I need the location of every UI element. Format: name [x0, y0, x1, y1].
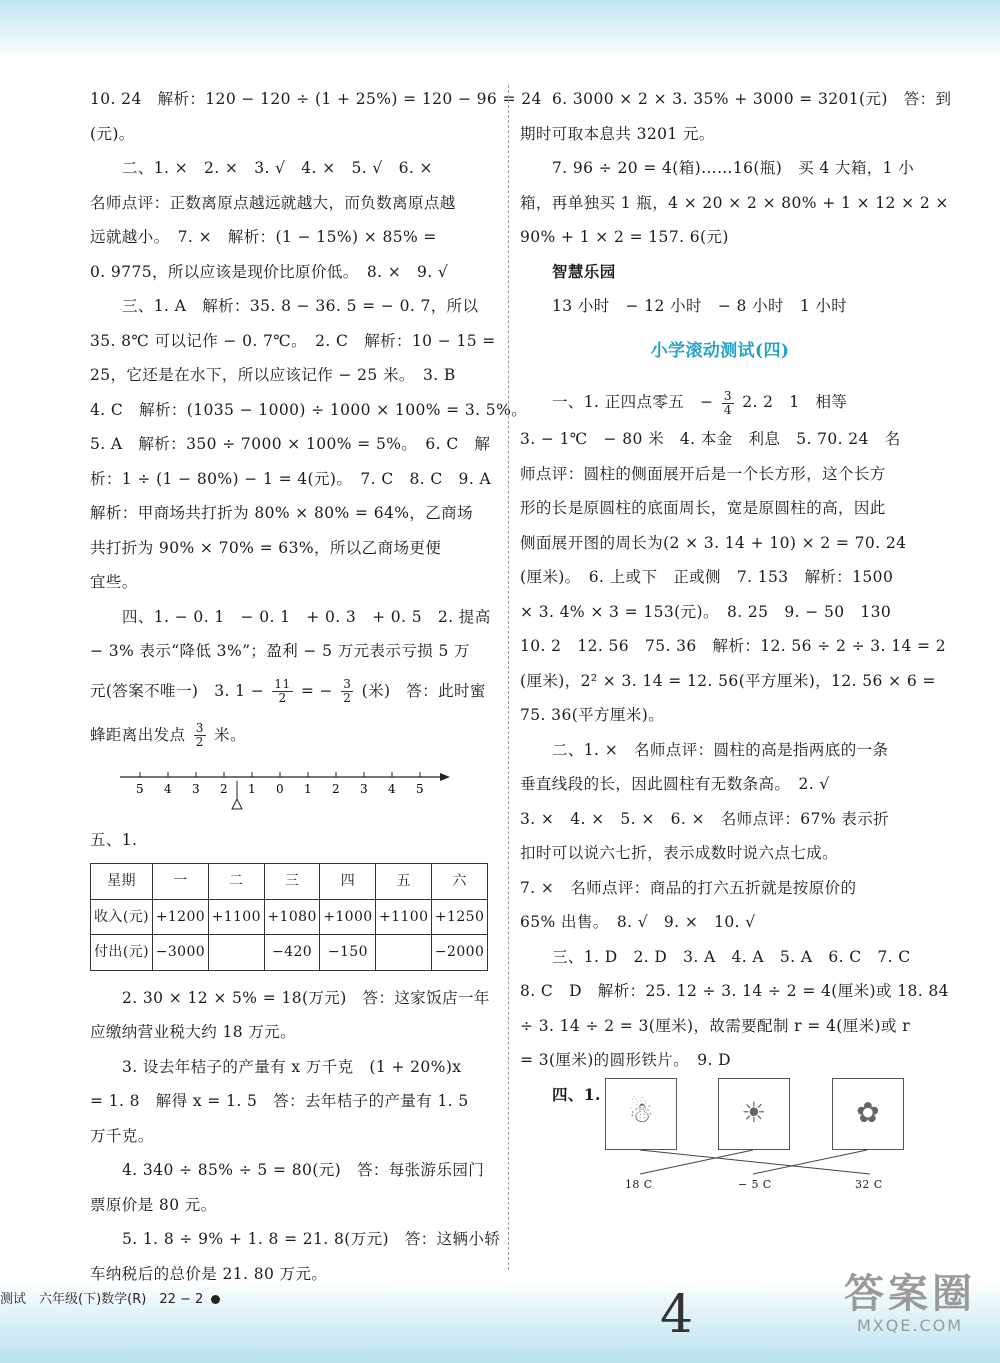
number-line-tick-label: 5 [416, 781, 425, 796]
answer-line: 共打折为 90% × 70% = 63%，所以乙商场更便 [90, 538, 442, 557]
number-line-ticks [136, 772, 424, 796]
answer-line: 二、1. × 名师点评：圆柱的高是指两底的一条 [552, 740, 889, 759]
answer-line: (厘米)，2² × 3. 14 = 12. 56(平方厘米)，12. 56 × 6 = [520, 671, 936, 690]
answer-line: 宜些。 [90, 573, 138, 591]
answer-line: 应缴纳营业税大约 18 万元。 [90, 1023, 297, 1041]
number-line-tick-label: 3 [192, 781, 201, 796]
answer-line: 二、1. × 2. × 3. √ 4. × 5. √ 6. × [122, 159, 433, 177]
answer-line: 3. × 4. × 5. × 6. × 名师点评：67% 表示折 [520, 809, 889, 828]
number-line-tick-label: 5 [136, 781, 145, 796]
answer-line: 2. 30 × 12 × 5% = 18(万元) 答：这家饭店一年 [122, 988, 490, 1007]
answer-line: 5. A 解析：350 ÷ 7000 × 100% = 5%。 6. C 解 [90, 435, 491, 453]
table-header-cell: 六 [432, 864, 488, 900]
answer-line: 7. 96 ÷ 20 = 4(箱)……16(瓶) 买 4 大箱，1 小 [552, 159, 915, 177]
number-line-tick-label: 3 [360, 781, 369, 796]
triangle-marker-icon [232, 799, 242, 809]
text-segment: 元(答案不唯一) 3. 1 − [90, 681, 265, 700]
answer-line: 35. 8℃ 可以记作 − 0. 7℃。 2. C 解析：10 − 15 = [90, 331, 496, 350]
table-cell: +1200 [153, 899, 209, 935]
table-header-cell: 二 [208, 864, 264, 900]
bullet-dot-icon [211, 1295, 220, 1304]
number-line [90, 767, 495, 815]
answer-line: 解析：甲商场共打折为 80% × 80% = 64%，乙商场 [90, 504, 473, 522]
number-line-svg [120, 767, 450, 815]
table-cell: +1250 [432, 899, 488, 935]
section-label: 四、1. [552, 1084, 601, 1104]
fraction-numerator: 3 [723, 388, 732, 403]
answer-line: 75. 36(平方厘米)。 [520, 706, 665, 724]
answer-line: 期时可取本息共 3201 元。 [520, 124, 715, 143]
arrow-right-icon [440, 773, 450, 781]
table-cell: −150 [320, 935, 376, 971]
table-header-cell: 星期 [91, 864, 153, 900]
top-decorative-band [0, 0, 1000, 60]
answer-line: × 3. 4% × 3 = 153(元)。 8. 25 9. − 50 130 [520, 602, 892, 621]
answer-line: 3. − 1℃ − 80 米 4. 本金 利息 5. 70. 24 名 [520, 430, 901, 448]
table-header-cell: 五 [376, 864, 432, 900]
text-segment: 米。 [214, 725, 246, 744]
matching-pictures [520, 1078, 920, 1191]
fraction-numerator: 3 [195, 721, 204, 735]
number-line-tick-label: 2 [332, 781, 341, 796]
table-cell: +1080 [264, 899, 320, 935]
table-cell: −420 [264, 935, 320, 971]
answer-line: 4. C 解析：(1035 − 1000) ÷ 1000 × 100% = 3. 5%。 [90, 400, 528, 419]
answer-line: 远就越小。 7. × 解析：(1 − 15%) × 85% = [90, 228, 437, 246]
handwritten-page-number: 4 [660, 1285, 694, 1345]
answer-line-with-fraction [520, 382, 920, 422]
text-segment: = − [300, 681, 333, 700]
table-header-cell: 三 [264, 864, 320, 900]
table-cell: −3000 [153, 935, 209, 971]
answer-line: 票原价是 80 元。 [90, 1195, 217, 1214]
answer-line: 10. 24 解析：120 − 120 ÷ (1 + 25%) = 120 − 96 = 24 [90, 90, 542, 108]
table-header-row [91, 864, 488, 900]
answer-line: 侧面展开图的周长为(2 × 3. 14 + 10) × 2 = 70. 24 [520, 533, 907, 552]
right-column [520, 82, 952, 1191]
number-line-tick-label: 4 [388, 781, 397, 796]
answer-line-with-fraction [90, 713, 495, 757]
temperature-label: 18 C [625, 1177, 653, 1191]
page-footer [0, 1288, 228, 1307]
income-expense-table [90, 863, 488, 971]
snowman-picture-icon: ☃ [605, 1078, 677, 1150]
fraction [722, 390, 734, 417]
number-line-tick-label: 0 [276, 781, 285, 796]
watermark-logo [830, 1272, 990, 1352]
answer-line: 3. 设去年桔子的产量有 x 万千克 (1 + 20%)x [122, 1057, 462, 1076]
answer-line: 箱，再单独买 1 瓶，4 × 20 × 2 × 80% + 1 × 12 × 2 × [520, 193, 949, 212]
matching-lines [605, 1150, 905, 1176]
answer-line: ÷ 3. 14 ÷ 2 = 3(厘米)，故需要配制 r = 4(厘米)或 r [520, 1016, 911, 1035]
answer-line: 90% + 1 × 2 = 157. 6(元) [520, 228, 729, 246]
fraction-denominator: 2 [343, 691, 352, 705]
answer-line: (元)。 [90, 124, 135, 143]
column-divider [508, 85, 509, 1270]
answer-line: 析：1 ÷ (1 − 80%) − 1 = 4(元)。 7. C 8. C 9. A [90, 469, 492, 488]
answer-line: 0. 9775，所以应该是现价比原价低。 8. × 9. √ [90, 262, 449, 281]
answer-line: 垂直线段的长，因此圆柱有无数条高。 2. √ [520, 775, 830, 793]
beach-picture-icon: ☀ [718, 1078, 790, 1150]
answer-line: 7. × 名师点评：商品的打六五折就是按原价的 [520, 878, 857, 897]
fraction-numerator: 11 [274, 677, 291, 691]
section-title: 小学滚动测试(四) [650, 340, 790, 361]
answer-line: 车纳税后的总价是 21. 80 万元。 [90, 1264, 328, 1283]
number-line-tick-label: 1 [304, 781, 313, 796]
table-cell [376, 935, 432, 971]
answer-line: 10. 2 12. 56 75. 36 解析：12. 56 ÷ 2 ÷ 3. 14 = 2 [520, 637, 947, 655]
answer-line: 名师点评：正数离原点越远就越大，而负数离原点越 [90, 193, 456, 212]
fraction-denominator: 2 [278, 691, 287, 705]
text-segment: 2. 2 1 相等 [742, 393, 848, 411]
table-row [91, 899, 488, 935]
table-cell [208, 935, 264, 971]
table-cell: +1100 [376, 899, 432, 935]
fraction-denominator: 2 [195, 735, 204, 749]
table-header-cell: 四 [320, 864, 376, 900]
footer-text: 测试 六年级(下)数学(R) 22 − 2 [0, 1292, 204, 1307]
answer-line: 三、1. A 解析：35. 8 − 36. 5 = − 0. 7，所以 [122, 297, 479, 315]
table-cell: −2000 [432, 935, 488, 971]
answer-line: 三、1. D 2. D 3. A 4. A 5. A 6. C 7. C [552, 947, 911, 966]
answer-line: 扣时可以说六七折，表示成数时说六点七成。 [520, 844, 839, 862]
fraction-numerator: 3 [343, 677, 352, 691]
match-line [640, 1150, 870, 1174]
fraction [341, 678, 353, 705]
match-line [753, 1150, 867, 1174]
watermark-text: 答案圈 [844, 1271, 976, 1317]
answer-line: 25，它还是在水下，所以应该记作 − 25 米。 3. B [90, 366, 456, 384]
answer-line: 13 小时 − 12 小时 − 8 小时 1 小时 [552, 297, 848, 315]
number-line-tick-label: 2 [220, 781, 229, 796]
text-segment: (米) 答：此时蜜 [361, 681, 486, 700]
answer-line: (厘米)。 6. 上或下 正或侧 7. 153 解析：1500 [520, 568, 894, 586]
answer-line: = 1. 8 解得 x = 1. 5 答：去年桔子的产量有 1. 5 [90, 1092, 469, 1110]
left-column [90, 82, 542, 1291]
flower-picture-icon: ✿ [832, 1078, 904, 1150]
table-cell: 付出(元) [91, 935, 153, 971]
answer-line: 6. 3000 × 2 × 3. 35% + 3000 = 3201(元) 答：到 [552, 90, 952, 108]
text-segment: 蜂距离出发点 [90, 725, 186, 744]
answer-line-with-fractions [90, 669, 495, 713]
table-cell: +1000 [320, 899, 376, 935]
number-line-tick-label: 4 [164, 781, 173, 796]
answer-line: = 3(厘米)的圆形铁片。 9. D [520, 1051, 731, 1069]
answer-line: 万千克。 [90, 1126, 154, 1145]
text-segment: 一、1. 正四点零五 − [552, 393, 714, 411]
answer-line: 5. 1. 8 ÷ 9% + 1. 8 = 21. 8(万元) 答：这辆小轿 [122, 1230, 501, 1248]
table-header-cell: 一 [153, 864, 209, 900]
fraction [272, 678, 292, 705]
fraction-denominator: 4 [723, 402, 732, 417]
section-label: 五、1. [90, 830, 138, 849]
match-line [640, 1150, 753, 1174]
temperature-label: 32 C [855, 1177, 883, 1191]
answer-line: 四、1. − 0. 1 − 0. 1 + 0. 3 + 0. 5 2. 提高 [122, 607, 491, 626]
temperature-label: − 5 C [738, 1177, 772, 1191]
table-cell: +1100 [208, 899, 264, 935]
answer-line: 形的长是原圆柱的底面周长，宽是原圆柱的高，因此 [520, 499, 886, 517]
answer-line: 师点评：圆柱的侧面展开后是一个长方形，这个长方 [520, 464, 886, 483]
table-row [91, 935, 488, 971]
number-line-tick-label: 1 [248, 781, 257, 796]
watermark-url: MXQE.COM [856, 1316, 964, 1335]
answer-line: 8. C D 解析：25. 12 ÷ 3. 14 ÷ 2 = 4(厘米)或 18. 84 [520, 982, 949, 1000]
table-cell: 收入(元) [91, 899, 153, 935]
answer-line: − 3% 表示“降低 3%”；盈利 − 5 万元表示亏损 5 万 [90, 642, 470, 660]
answer-line: 4. 340 ÷ 85% ÷ 5 = 80(元) 答：每张游乐园门 [122, 1161, 485, 1179]
answer-line: 65% 出售。 8. √ 9. × 10. √ [520, 913, 756, 931]
fraction [194, 722, 206, 749]
subsection-title: 智慧乐园 [552, 261, 616, 281]
